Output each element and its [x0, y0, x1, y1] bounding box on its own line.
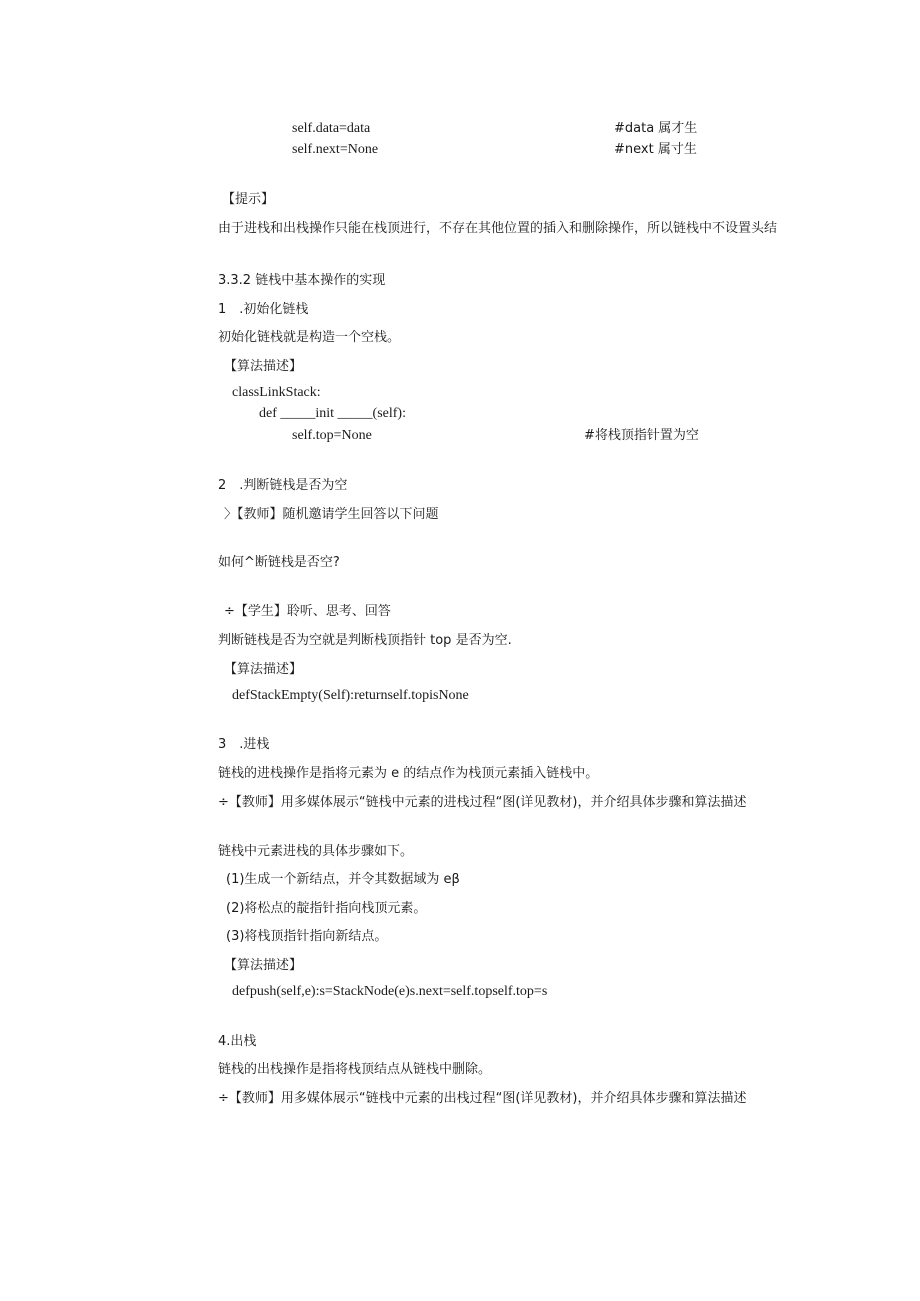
student-note: ÷【学生】聆听、思考、回答 [224, 604, 391, 619]
paragraph-init: 初始化链栈就是构造一个空栈。 [218, 330, 401, 345]
step-1: (1)生成一个新结点，并令其数据域为 eβ [226, 872, 460, 887]
paragraph-empty: 判断链栈是否为空就是判断栈顶指针 top 是否为空. [218, 633, 512, 648]
tip-paragraph: 由于进栈和出栈操作只能在栈顶进行，不存在其他位置的插入和删除操作，所以链栈中不设置头结 [218, 221, 778, 236]
code-line-stack-empty: defStackEmpty(Self):returnself.topisNone [232, 688, 469, 703]
paragraph-push-steps: 链栈中元素进栈的具体步骤如下。 [218, 844, 414, 859]
code-line-self-top: self.top=None [292, 428, 372, 443]
algorithm-heading: 【算法描述】 [224, 662, 303, 677]
step-3: (3)将栈顶指针指向新结点。 [226, 929, 388, 944]
subsection-empty: 2 .判断链栈是否为空 [218, 478, 348, 493]
code-line-self-next: self.next=None [292, 142, 379, 157]
algorithm-heading: 【算法描述】 [224, 359, 303, 374]
teacher-note-3: ÷【教师】用多媒体展示“链栈中元素的出栈过程“图(详见教材)，并介绍具体步骤和算法描述 [218, 1091, 747, 1106]
teacher-note-2: ÷【教师】用多媒体展示“链栈中元素的进栈过程“图(详见教材)，并介绍具体步骤和算法描述 [218, 795, 747, 810]
code-line-class: classLinkStack: [232, 385, 321, 400]
paragraph-pop: 链栈的出栈操作是指将栈顶结点从链栈中删除。 [218, 1062, 492, 1077]
code-comment-data: #data 属才生 [614, 121, 698, 136]
tip-heading: 【提示】 [222, 192, 275, 207]
paragraph-push: 链栈的进栈操作是指将元素为 e 的结点作为栈顶元素插入链栈中。 [218, 766, 599, 781]
code-comment-top: #将栈顶指针置为空 [584, 428, 699, 443]
code-comment-next: #next 属寸生 [614, 142, 697, 157]
algorithm-heading: 【算法描述】 [224, 958, 303, 973]
teacher-note-1: 〉【教师】随机邀请学生回答以下问题 [224, 507, 439, 522]
step-2: (2)将松点的靛指针指向栈顶元素。 [226, 901, 427, 916]
subsection-push: 3 .进栈 [218, 737, 270, 752]
subsection-pop: 4.出栈 [218, 1034, 257, 1049]
question-line: 如何^断链栈是否空? [218, 555, 340, 570]
code-line-def-init: def _____init _____(self): [259, 406, 406, 421]
code-line-self-data: self.data=data [292, 121, 371, 136]
code-line-push: defpush(self,e):s=StackNode(e)s.next=self.topself.top=s [232, 984, 548, 999]
section-heading-332: 3.3.2 链栈中基本操作的实现 [218, 273, 386, 288]
subsection-init: 1 .初始化链栈 [218, 302, 309, 317]
